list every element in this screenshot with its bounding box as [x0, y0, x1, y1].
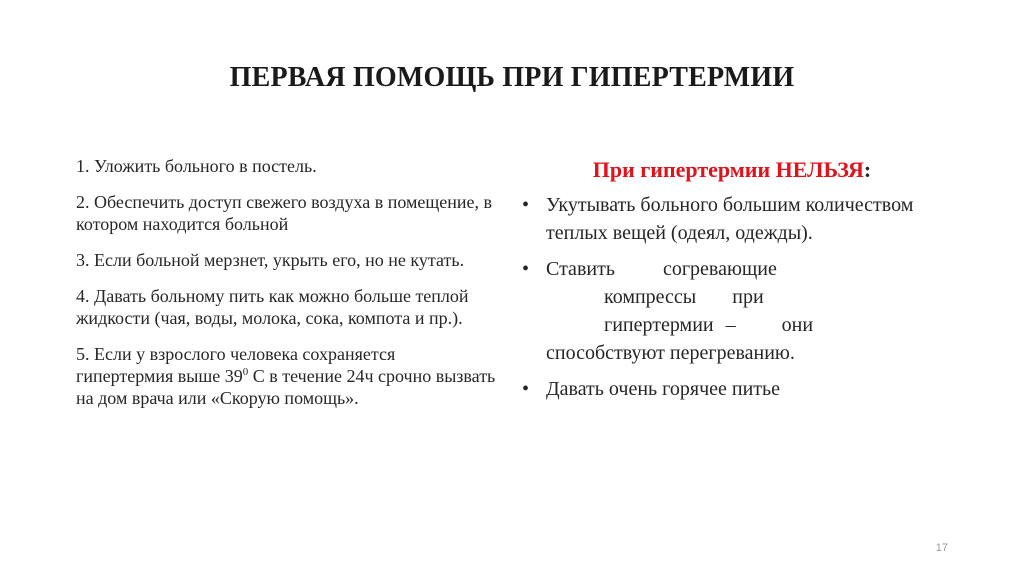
prohibition-2-word: гипертермии: [604, 314, 714, 336]
prohibitions-heading-text: При гипертермии НЕЛЬЗЯ: [592, 157, 864, 182]
prohibition-2-dash: –: [725, 314, 736, 336]
prohibition-2-word: при: [732, 286, 764, 308]
step-1: 1. Уложить больного в постель.: [76, 156, 317, 176]
step-5-part2: С в течение 24ч срочно вызвать на дом врача или «Скорую помощь».: [76, 366, 496, 408]
step-5-part1: 5. Если у взрослого человека сохраняется гипертермия выше 39: [76, 344, 396, 386]
prohibitions-list: [522, 191, 942, 403]
list-item: [522, 255, 942, 367]
prohibition-3: Давать очень горячее питье: [546, 378, 781, 400]
bullet-icon: •: [522, 258, 530, 280]
page-number: 17: [935, 542, 948, 554]
prohibition-1: Укутывать больного большим количеством теплых вещей (одеял, одежды).: [546, 194, 914, 244]
prohibition-2-word: они: [781, 314, 814, 336]
prohibition-2-word: компрессы: [604, 286, 697, 308]
prohibition-2-word: способствуют перегреванию.: [546, 342, 795, 364]
first-aid-steps: [76, 155, 496, 423]
list-item: [522, 375, 942, 403]
step-5: [76, 343, 496, 409]
step-4: 4. Давать больному пить как можно больше теплой жидкости (чая, воды, молока, сока, компота и пр.).: [76, 286, 469, 328]
prohibitions: [522, 155, 942, 411]
prohibition-2-word: Ставить: [546, 258, 615, 280]
prohibition-2-word: согревающие: [662, 258, 777, 280]
bullet-icon: •: [522, 378, 530, 400]
prohibitions-heading: [522, 155, 942, 185]
degree-sign: 0: [242, 366, 249, 378]
slide-title: ПЕРВАЯ ПОМОЩЬ ПРИ ГИПЕРТЕРМИИ: [229, 62, 795, 93]
step-2: 2. Обеспечить доступ свежего воздуха в помещение, в котором находится больной: [76, 192, 492, 234]
step-3: 3. Если больной мерзнет, укрыть его, но не кутать.: [76, 250, 465, 270]
prohibitions-heading-colon: :: [863, 157, 872, 182]
bullet-icon: •: [522, 194, 530, 216]
list-item: [522, 191, 942, 247]
